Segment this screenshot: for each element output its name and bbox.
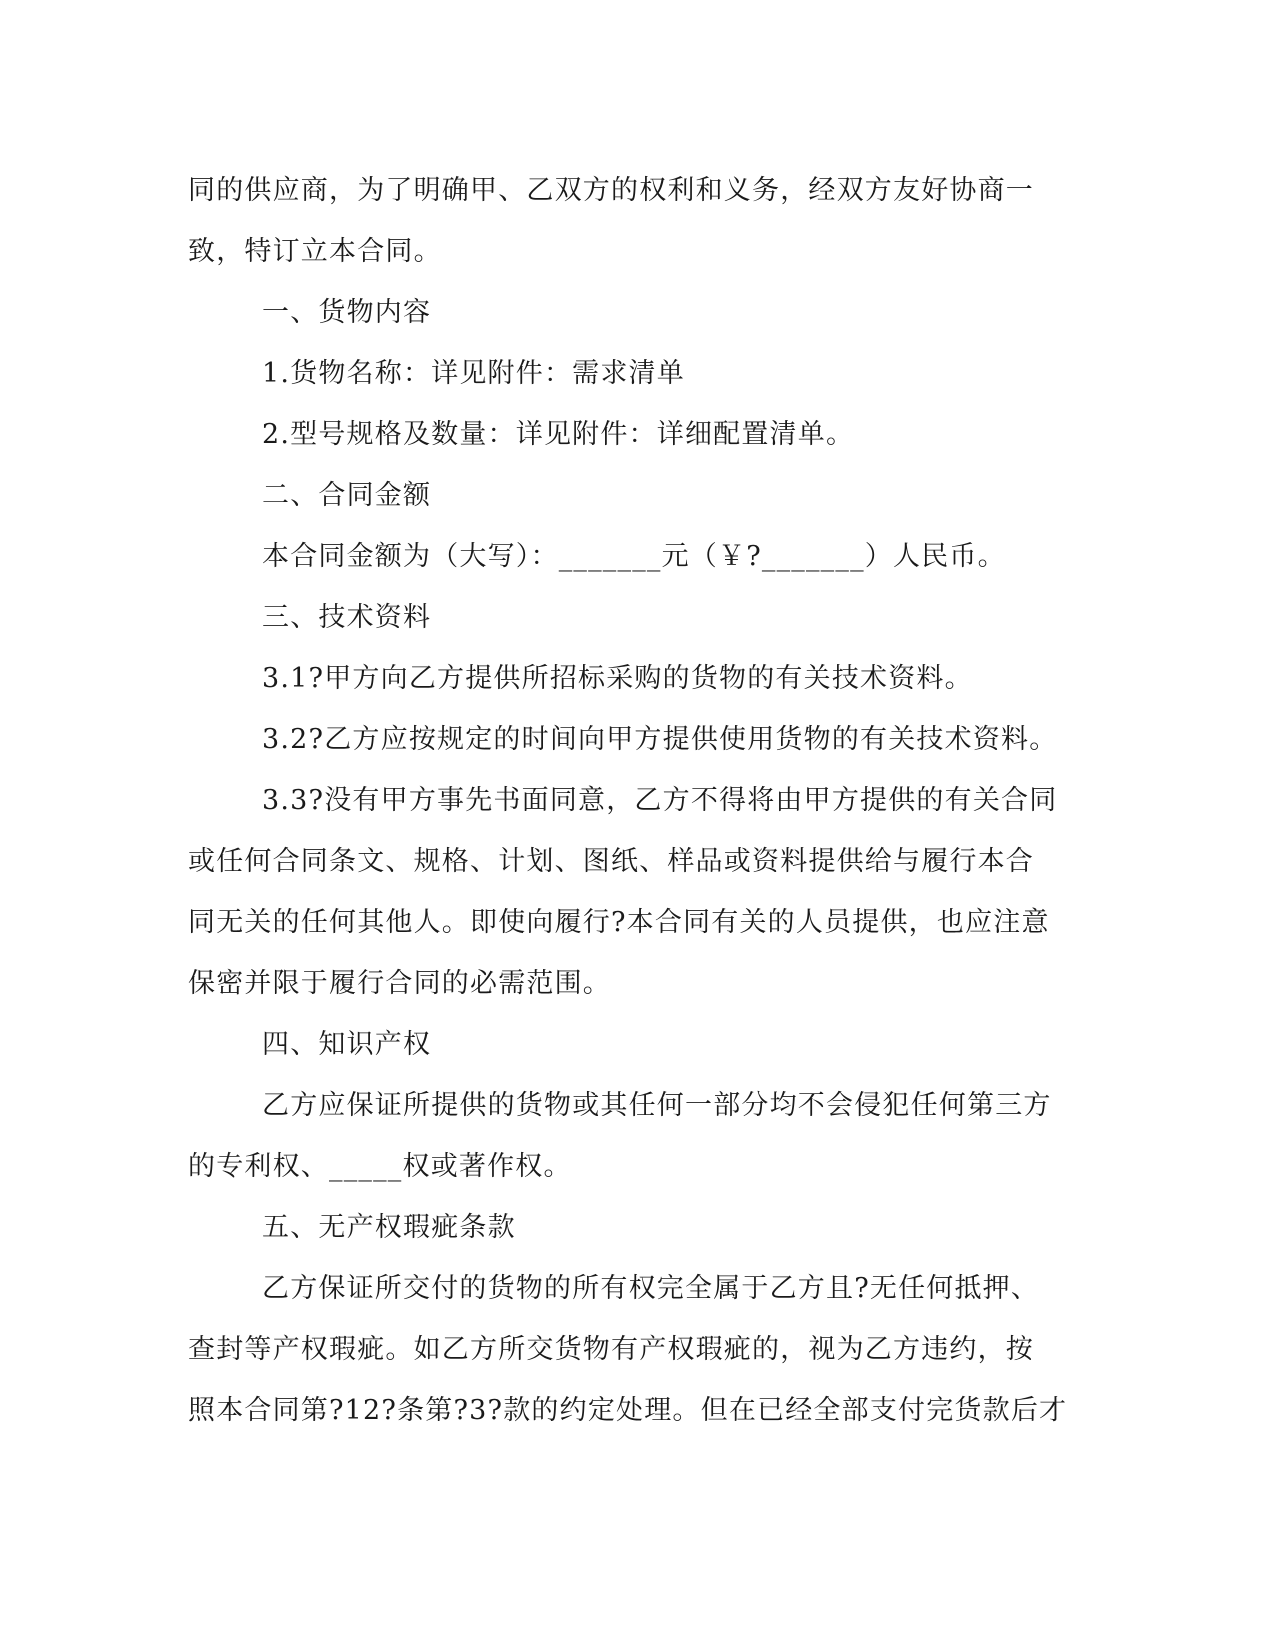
paragraph-line: 致，特订立本合同。 [188, 236, 442, 267]
paragraph-line: 2.型号规格及数量：详见附件：详细配置清单。 [262, 419, 855, 450]
paragraph-line: 照本合同第?12?条第?3?款的约定处理。但在已经全部支付完货款后才 [188, 1395, 1068, 1426]
paragraph-line: 3.3?没有甲方事先书面同意，乙方不得将由甲方提供的有关合同 [262, 785, 1058, 816]
paragraph-line: 3.2?乙方应按规定的时间向甲方提供使用货物的有关技术资料。 [262, 724, 1058, 755]
document-body [188, 160, 1068, 1441]
section-heading: 三、技术资料 [262, 602, 432, 633]
paragraph-line: 乙方保证所交付的货物的所有权完全属于乙方且?无任何抵押、 [262, 1273, 1040, 1304]
paragraph-line: 1.货物名称：详见附件：需求清单 [262, 358, 685, 389]
paragraph-line: 保密并限于履行合同的必需范围。 [188, 968, 611, 999]
paragraph-line: 查封等产权瑕疵。如乙方所交货物有产权瑕疵的，视为乙方违约，按 [188, 1334, 1034, 1365]
section-heading: 二、合同金额 [262, 480, 432, 511]
paragraph-line: 的专利权、_____权或著作权。 [188, 1151, 572, 1182]
section-heading: 五、无产权瑕疵条款 [262, 1212, 516, 1243]
paragraph-line: 乙方应保证所提供的货物或其任何一部分均不会侵犯任何第三方 [262, 1090, 1052, 1121]
paragraph-line: 本合同金额为（大写）：_______元（￥?_______）人民币。 [262, 541, 1006, 572]
paragraph-line: 同无关的任何其他人。即使向履行?本合同有关的人员提供，也应注意 [188, 907, 1050, 938]
section-heading: 四、知识产权 [262, 1029, 432, 1060]
paragraph-line: 3.1?甲方向乙方提供所招标采购的货物的有关技术资料。 [262, 663, 973, 694]
paragraph-line: 同的供应商，为了明确甲、乙双方的权利和义务，经双方友好协商一 [188, 175, 1034, 206]
section-heading: 一、货物内容 [262, 297, 432, 328]
paragraph-line: 或任何合同条文、规格、计划、图纸、样品或资料提供给与履行本合 [188, 846, 1034, 877]
